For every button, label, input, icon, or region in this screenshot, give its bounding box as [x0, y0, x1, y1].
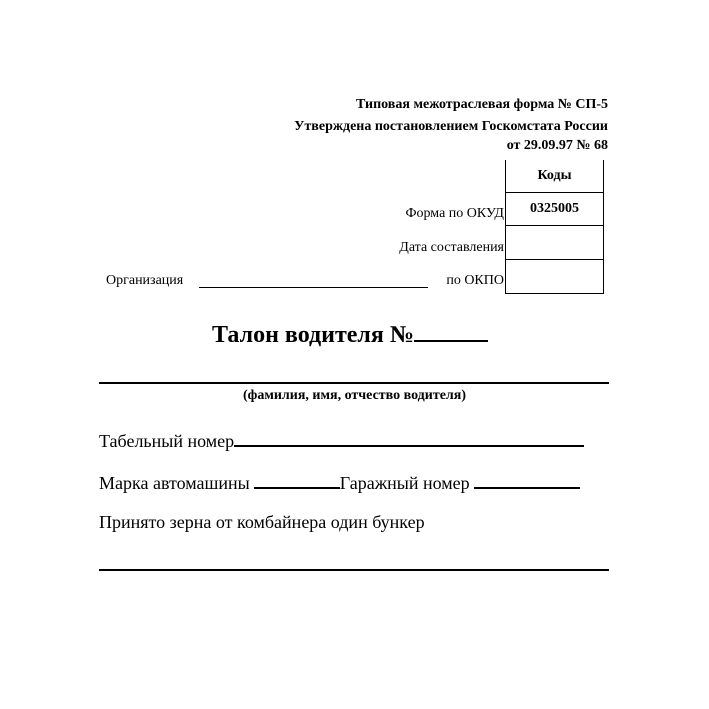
car-brand-row	[99, 469, 609, 494]
personnel-number-row	[99, 427, 584, 452]
grain-received-label: Принято зерна от комбайнера один бункер	[99, 512, 425, 532]
title-text: Талон водителя №	[212, 322, 414, 348]
personnel-number-field[interactable]	[234, 427, 584, 447]
garage-number-label: Гаражный номер	[339, 473, 470, 493]
organization-field[interactable]	[199, 287, 428, 288]
garage-number-field[interactable]	[474, 469, 580, 489]
okpo-code-cell[interactable]	[506, 260, 604, 294]
grain-received-row	[99, 511, 425, 533]
driver-name-caption-wrap	[0, 387, 709, 405]
car-brand-label: Марка автомашины	[99, 473, 250, 493]
okud-code-cell[interactable]: 0325005	[506, 193, 604, 226]
codes-table	[505, 160, 604, 294]
okud-label: Форма по ОКУД	[405, 206, 504, 221]
approval-header: Утверждена постановлением Госкомстата России	[294, 119, 608, 134]
driver-name-caption: (фамилия, имя, отчество водителя)	[242, 388, 467, 403]
okpo-label: по ОКПО	[446, 273, 504, 288]
document-title	[212, 318, 488, 350]
form-type-header: Типовая межотраслевая форма № СП-5	[356, 97, 608, 112]
date-code-cell[interactable]	[506, 226, 604, 260]
organization-label: Организация	[106, 273, 184, 288]
car-brand-field[interactable]	[254, 469, 340, 489]
driver-name-field[interactable]	[99, 382, 609, 384]
approval-date-header: от 29.09.97 № 68	[506, 138, 608, 153]
grain-received-field[interactable]	[99, 569, 609, 571]
personnel-number-label: Табельный номер	[99, 431, 235, 451]
codes-heading: Коды	[506, 160, 604, 193]
talon-number-field[interactable]	[414, 318, 488, 342]
date-label: Дата составления	[399, 240, 504, 255]
